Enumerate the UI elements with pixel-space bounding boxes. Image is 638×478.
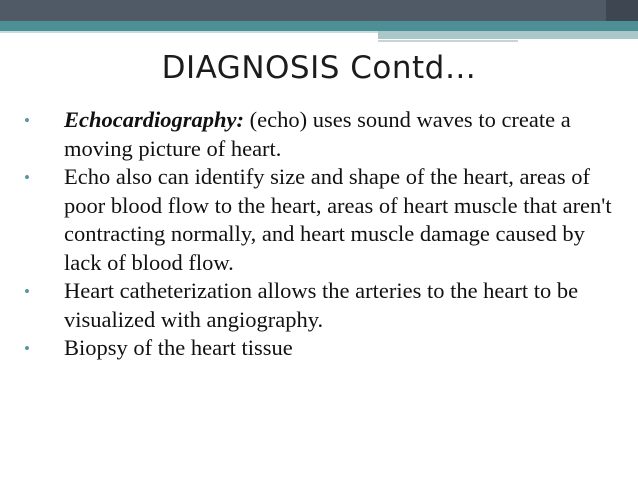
bullet-dot-icon: • (24, 339, 30, 358)
header-band-dark (0, 0, 638, 21)
header-band-thin-right (378, 40, 518, 42)
bullet-item-echo-identify (22, 163, 618, 277)
bullet-text: Echo also can identify size and shape of the heart, areas of poor blood flow to the heart, areas of heart muscle that aren't contracting normally, and heart muscle damage caused by lack of blood flow. (64, 164, 612, 275)
slide-title: DIAGNOSIS Contd… (161, 50, 477, 86)
bullet-dot-icon: • (24, 168, 30, 187)
bullet-dot-icon: • (24, 282, 30, 301)
header-band-corner (606, 0, 638, 21)
bullet-item-echocardiography (22, 106, 618, 163)
bullet-text: (echo) uses sound waves to create a moving picture of heart. (64, 107, 571, 161)
bullet-item-biopsy (22, 334, 618, 363)
bullet-dot-icon: • (24, 111, 30, 130)
header-band-teal-light (378, 31, 638, 39)
bullet-emphasis: Echocardiography: (64, 107, 244, 132)
bullet-list (22, 106, 618, 363)
header-band-teal (0, 21, 638, 31)
bullet-text: Biopsy of the heart tissue (64, 335, 293, 360)
bullet-item-catheterization (22, 277, 618, 334)
bullet-text: Heart catheterization allows the arteries to the heart to be visualized with angiography. (64, 278, 579, 332)
header-band-thin-left (0, 31, 378, 33)
